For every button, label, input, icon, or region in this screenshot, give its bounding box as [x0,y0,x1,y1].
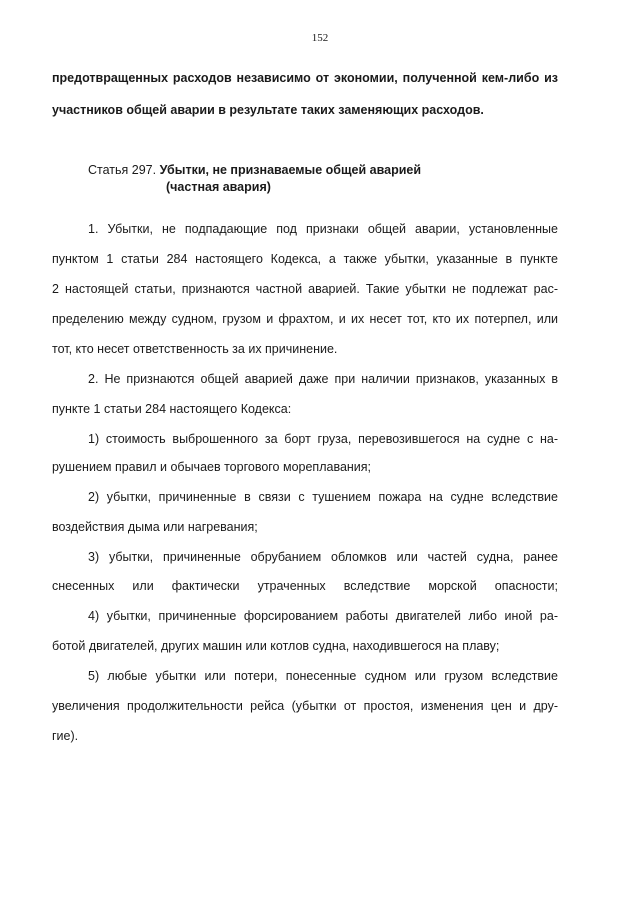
list-item-line: 3) убытки, причиненные обрубанием обломков или частей судна, ранее [88,550,558,564]
paragraph-line: 1. Убытки, не подпадающие под признаки общей аварии, установленные [88,222,558,236]
continuation-line: участников общей аварии в результате таких заменяющих расходов. [52,103,484,117]
list-item-line: ботой двигателей, других машин или котлов судна, находившегося на плаву; [52,639,500,653]
paragraph-line: пределению между судном, грузом и фрахтом, и их несет тот, кто их потерпел, или [52,312,558,326]
page-number: 152 [311,32,329,44]
paragraph-line: 2 настоящей статьи, признаются частной аварией. Такие убытки не подлежат рас- [52,282,558,296]
article-subtitle: (частная авария) [166,180,271,194]
list-item-line: воздействия дыма или нагревания; [52,520,258,534]
list-item-line: рушением правил и обычаев торгового мореплавания; [52,460,372,474]
list-item-line: 1) стоимость выброшенного за борт груза, перевозившегося на судне с на- [88,432,558,446]
list-item-line: увеличения продолжительности рейса (убытки от простоя, изменения цен и дру- [52,699,558,713]
paragraph-line: тот, кто несет ответственность за их причинение. [52,342,338,356]
paragraph-line: пунктом 1 статьи 284 настоящего Кодекса, а также убытки, указанные в пункте [52,252,558,266]
continuation-line: предотвращенных расходов независимо от экономии, полученной кем-либо из [52,71,558,85]
article-title: Убытки, не признаваемые общей аварией [159,163,422,177]
paragraph-line: 2. Не признаются общей аварией даже при наличии признаков, указанных в [88,372,558,386]
list-item-line: 5) любые убытки или потери, понесенные судном или грузом вследствие [88,669,558,683]
list-item-line: гие). [52,729,79,743]
list-item-line: снесенных или фактически утраченных вследствие морской опасности; [52,579,558,593]
paragraph-line: пункте 1 статьи 284 настоящего Кодекса: [52,402,292,416]
article-heading [88,164,421,177]
list-item-line: 2) убытки, причиненные в связи с тушением пожара на судне вследствие [88,490,558,504]
list-item-line: 4) убытки, причиненные форсированием работы двигателей либо иной ра- [88,609,558,623]
article-number: Статья 297. [88,163,157,177]
